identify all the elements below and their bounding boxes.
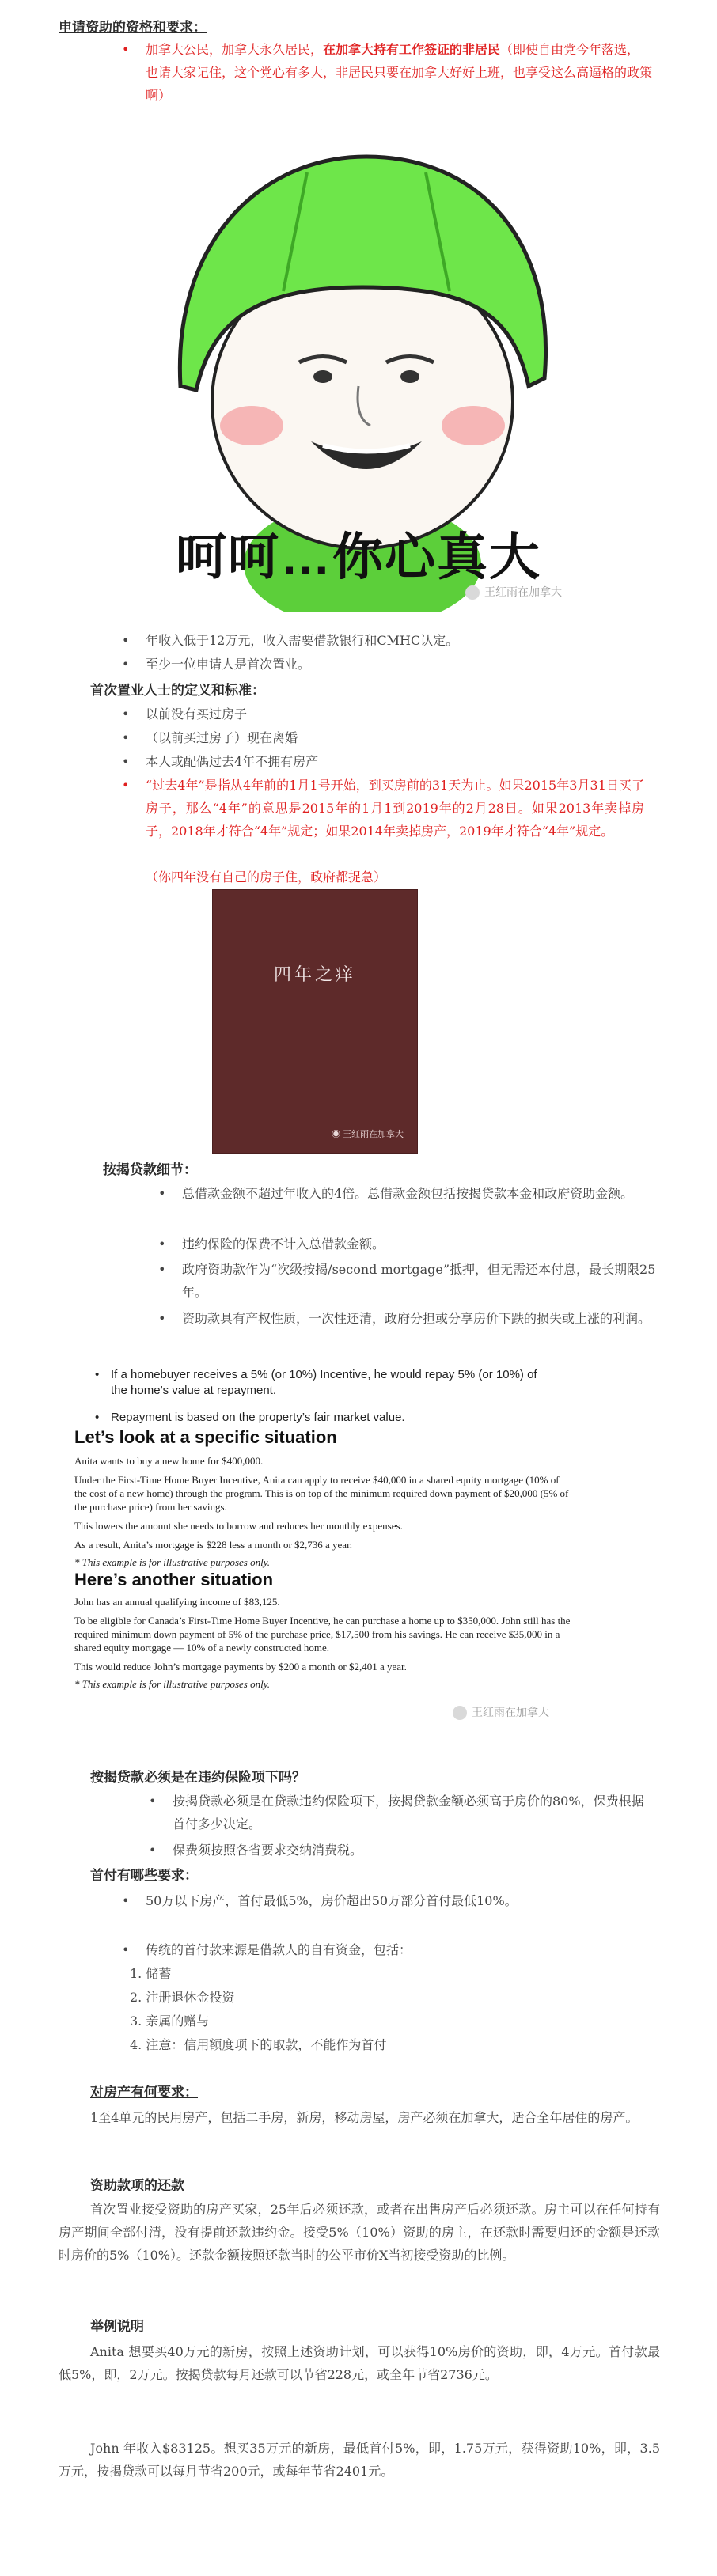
definition-bullet-2: • （以前买过房子）现在离婚 [146,726,298,749]
insurance-bullet-2: • 保费须按照各省要求交纳消费税。 [173,1839,655,1862]
definition-bullet-3: • 本人或配偶过去4年不拥有房产 [146,750,318,773]
situation-1-heading: Let’s look at a specific situation [74,1427,337,1447]
meme-image [125,125,592,612]
anita-incentive: Under the First-Time Home Buyer Incentive, Anita can apply to receive $40,000 in a shared equity mortgage (10% of the cost of a new home) through the program. This is on top of the minimum required down payment of $20,000 (5% of the purchase price) from her savings. [74,1474,569,1513]
first-time-definition-heading: 首次置业人士的定义和标准： [90,683,265,699]
bullet-dot: • [95,1411,100,1424]
book-title: 四年之痒 [273,965,356,985]
property-requirements-text: 1至4单元的民用房产，包括二手房，新房，移动房屋，房产必须在加拿大，适合全年居住的房产。 [90,2110,639,2125]
situation-1-body [74,1454,573,1569]
mortgage-bullet-1: • 总借款金额不超过年收入的4倍。总借款金额包括按揭贷款本金和政府资助金额。 [182,1182,657,1205]
example-john: John 年收入$83125。想买35万元的新房，最低首付5%，即，1.75万元，获得资助10%，即，3.5万元，按揭贷款可以每月节省200元，或每年节省2401元。 [59,2441,660,2479]
bullet-dot: • [95,1368,100,1381]
john-result: This would reduce John’s mortgage payments by $200 a month or $2,401 a year. [74,1661,407,1673]
repay-bullet-2: • Repayment is based on the property’s fair market value. [95,1411,405,1424]
situation-2-heading: Here’s another situation [74,1570,274,1589]
meme-watermark: 王红雨在加拿大 [465,584,562,600]
down-payment-source-1: 1. 储蓄 [130,1966,172,1981]
examples-heading: 举例说明 [90,2319,144,2335]
definition-note: （你四年没有自己的房子住，政府都捉急） [146,869,387,885]
book-watermark: ◉ 王红雨在加拿大 [332,1130,404,1139]
eligibility-bullet-1: • 加拿大公民，加拿大永久居民，在加拿大持有工作签证的非居民（即使自由党今年落选，也请大家记住，这个党心有多大，非居民只要在加拿大好好上班，也享受这么高逼格的政策啊） [146,38,652,107]
property-requirements-heading: 对房产有何要求： [90,2085,198,2101]
wechat-logo-icon [465,585,480,600]
definition-bullet-1: • 以前没有买过房子 [146,703,247,725]
meme-caption: 呵呵…你心真大 [176,528,541,585]
definition-bullet-4: • “过去4年”是指从4年前的1月1号开始，到买房前的31天为止。如果2015年3月31日买了房子，那么“4年”的意思是2015年的1月1到2019年的2月28日。如果2013年卖掉房子，2018年才符合“4年”规定；如果2014年卖掉房产，2019年才符合“4年”规定。 [146,774,644,843]
mortgage-bullet-2: • 违约保险的保费不计入总借款金额。 [182,1233,657,1256]
situation-2-body [74,1595,573,1691]
down-payment-bullet-1: • 50万以下房产，首付最低5%，房价超出50万部分首付最低10%。 [146,1889,644,1912]
anita-lowers: This lowers the amount she needs to borrow and reduces her monthly expenses. [74,1520,403,1532]
john-incentive: To be eligible for Canada’s First-Time Home Buyer Incentive, he can purchase a home up to $350,000. John still has the required minimum down payment of 5% of the purchase price, $17,500 from his savings. He can receive $35,000 in a shared equity mortgage — 10% of a newly constructed home. [74,1615,571,1654]
income-bullet: • 年收入低于12万元，收入需要借款银行和CMHC认定。 [146,629,458,652]
repayment-heading: 资助款项的还款 [90,2178,184,2194]
english-section-watermark: 王红雨在加拿大 [453,1704,549,1720]
eligibility-heading: 申请资助的资格和要求： [59,20,207,36]
insurance-bullet-1: • 按揭贷款必须是在贷款违约保险项下，按揭贷款金额必须高于房价的80%，保费根据首付多少决定。 [173,1790,655,1835]
anita-intro: Anita wants to buy a new home for $400,000. [74,1455,264,1467]
wechat-logo-icon: ◉ [332,1130,343,1139]
down-payment-bullet-2: • 传统的首付款来源是借款人的自有资金，包括： [146,1938,644,1961]
repayment-text: 首次置业接受资助的房产买家，25年后必须还款，或者在出售房产后必须还款。房主可以在任何持有房产期间全部付清，没有提前还款违约金。接受5%（10%）资助的房主，在还款时需要归还的金额是还款时房价的5%（10%）。还款金额按照还款当时的公平市价X当初接受资助的比例。 [59,2202,660,2263]
mortgage-bullet-3: • 政府资助款作为“次级按揭/second mortgage”抵押，但无需还本付息，最长期限25年。 [182,1258,657,1304]
john-intro: John has an annual qualifying income of $83,125. [74,1596,280,1608]
repay-bullet-1: • If a homebuyer receives a 5% (or 10%) Incentive, he would repay 5% (or 10%) of the home’s value at repayment. [95,1368,537,1397]
example-anita: Anita 想要买40万元的新房，按照上述资助计划，可以获得10%房价的资助，即，4万元。首付款最低5%，即，2万元。按揭贷款每月还款可以节省228元，或全年节省2736元。 [59,2344,660,2382]
down-payment-source-3: 3. 亲属的赠与 [130,2013,210,2029]
wechat-logo-icon [453,1706,467,1720]
down-payment-source-4: 4. 注意：信用额度项下的取款，不能作为首付 [130,2037,387,2052]
insurance-heading: 按揭贷款必须是在违约保险项下吗？ [90,1770,305,1786]
down-payment-source-2: 2. 注册退休金投资 [130,1990,235,2005]
anita-result: As a result, Anita’s mortgage is $228 less a month or $2,736 a year. [74,1539,352,1551]
anita-disclaimer: * This example is for illustrative purposes only. [74,1556,270,1568]
four-year-itch-image [212,889,418,1154]
john-disclaimer: * This example is for illustrative purposes only. [74,1678,270,1690]
first-time-bullet: • 至少一位申请人是首次置业。 [146,653,310,676]
mortgage-bullet-4: • 资助款具有产权性质，一次性还清，政府分担或分享房价下跌的损失或上涨的利润。 [182,1307,657,1330]
down-payment-heading: 首付有哪些要求： [90,1868,198,1884]
mortgage-details-heading: 按揭贷款细节： [103,1162,197,1178]
